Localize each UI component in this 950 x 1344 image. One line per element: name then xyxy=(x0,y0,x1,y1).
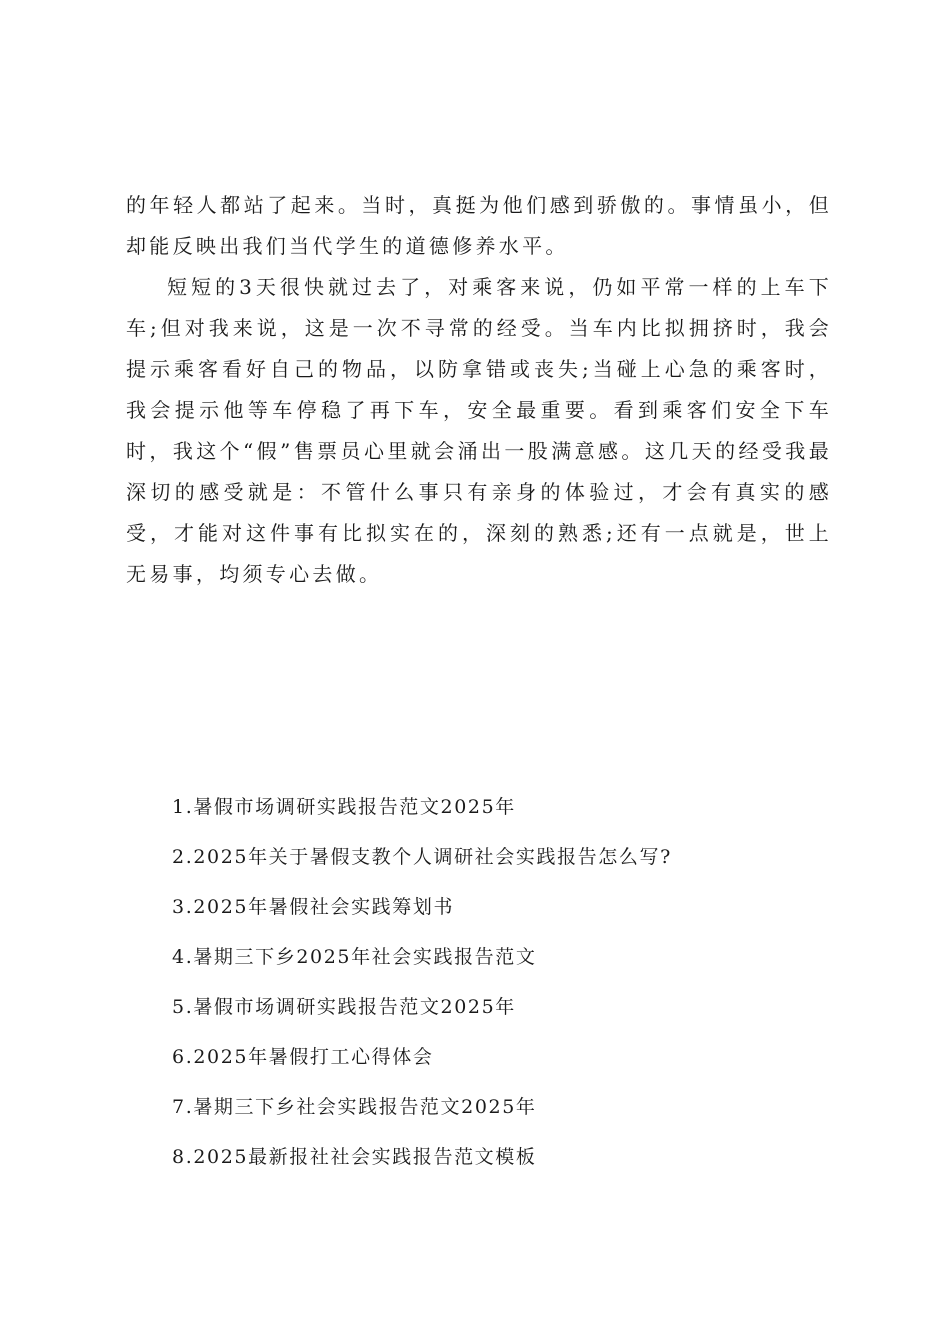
related-article-link[interactable]: 8.2025最新报社社会实践报告范文模板 xyxy=(172,1146,537,1168)
related-articles-list xyxy=(172,782,812,1182)
related-article-link[interactable]: 7.暑期三下乡社会实践报告范文2025年 xyxy=(172,1096,537,1118)
related-article-link[interactable]: 3.2025年暑假社会实践筹划书 xyxy=(172,896,455,918)
related-article-link[interactable]: 5.暑假市场调研实践报告范文2025年 xyxy=(172,996,516,1018)
related-article-link[interactable]: 6.2025年暑假打工心得体会 xyxy=(172,1046,434,1068)
related-article-link[interactable]: 1.暑假市场调研实践报告范文2025年 xyxy=(172,796,516,818)
paragraph-experience: 短短的3天很快就过去了，对乘客来说，仍如平常一样的上车下车;但对我来说，这是一次不寻常的经受。当车内比拟拥挤时，我会提示乘客看好自己的物品，以防拿错或丧失;当碰上心急的乘客时，我会提示他等车停稳了再下车，安全最重要。看到乘客们安全下车时，我这个“假”售票员心里就会涌出一股满意感。这几天的经受我最深切的感受就是：不管什么事只有亲身的体验过，才会有真实的感受，才能对这件事有比拟实在的，深刻的熟悉;还有一点就是，世上无易事，均须专心去做。 xyxy=(126,275,832,586)
related-article-link[interactable]: 2.2025年关于暑假支教个人调研社会实践报告怎么写? xyxy=(172,846,672,868)
paragraph-continuation: 的年轻人都站了起来。当时，真挺为他们感到骄傲的。事情虽小，但却能反映出我们当代学生的道德修养水平。 xyxy=(126,193,832,258)
article-body xyxy=(126,185,832,595)
related-article-link[interactable]: 4.暑期三下乡2025年社会实践报告范文 xyxy=(172,946,537,968)
